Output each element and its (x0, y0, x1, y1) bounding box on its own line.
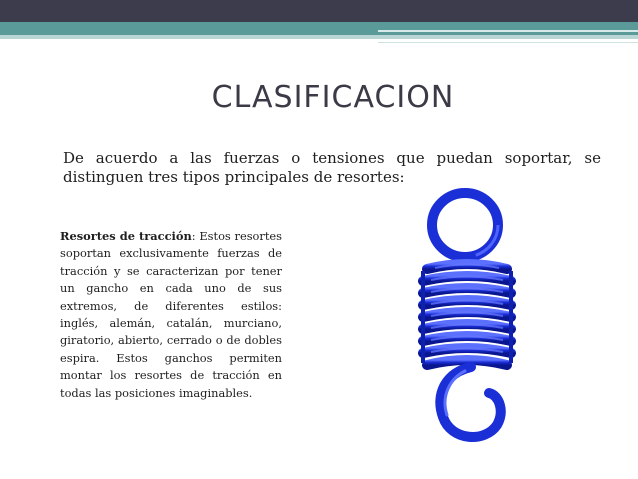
section-paragraph (60, 228, 282, 402)
accent-line (378, 30, 638, 32)
section-separator: : (191, 229, 196, 243)
section-term: Resortes de tracción (60, 229, 192, 243)
accent-line-secondary (378, 42, 638, 43)
slide-title: CLASIFICACION (211, 80, 455, 115)
section-description: Estos resortes soportan exclusivamente fuerzas de tracción y se caracterizan por tener un gancho en cada uno de sus extremos, de diferentes estilos: inglés, alemán, catalán, murciano, giratorio, abierto, cerrado o de dobles espira. Estos ganchos permiten montar los resortes de tracción en todas las posiciones imaginables. (60, 229, 283, 400)
intro-paragraph: De acuerdo a las fuerzas o tensiones que puedan soportar, se distinguen tres tipos principales de resortes: (63, 149, 601, 186)
extension-spring-icon (395, 185, 540, 455)
accent-band-light (0, 35, 638, 39)
bottom-hook (440, 367, 500, 437)
accent-band (0, 22, 638, 35)
top-bar (0, 0, 638, 22)
